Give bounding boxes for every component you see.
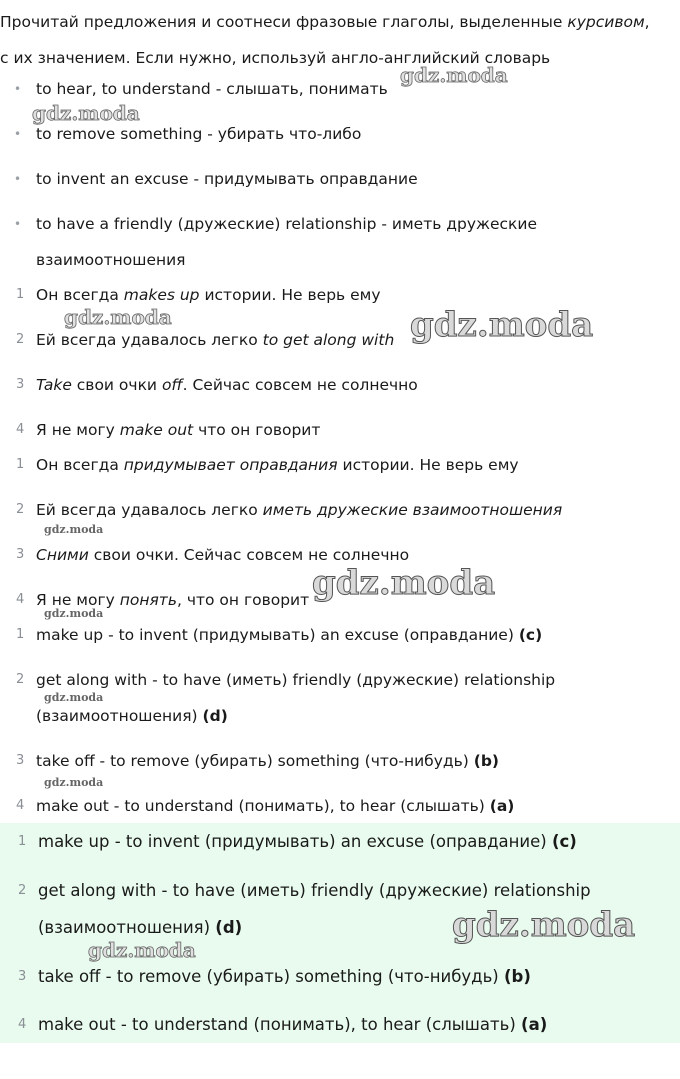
watermark: gdz.moda bbox=[410, 305, 594, 345]
watermark: gdz.moda bbox=[44, 523, 104, 536]
list-item: • to hear, to understand - слышать, понимать bbox=[36, 71, 656, 107]
list-item: 4 make out - to understand (понимать), to hear (слышать) (a) bbox=[18, 1015, 548, 1034]
watermark: gdz.moda bbox=[88, 938, 196, 962]
list-item: • to remove something - убирать что-либо bbox=[36, 116, 656, 152]
watermark: gdz.moda bbox=[32, 101, 140, 125]
watermark: gdz.moda bbox=[44, 691, 104, 704]
instruction-line1: Прочитай предложения и соотнеси фразовые глаголы, выделенные bbox=[0, 13, 568, 31]
list-item: • to invent an excuse - придумывать оправдание bbox=[36, 161, 656, 197]
watermark: gdz.moda bbox=[44, 607, 104, 620]
instruction-text bbox=[0, 4, 680, 76]
watermark: gdz.moda bbox=[44, 776, 104, 789]
list-item: 1 Он всегда придумывает оправдания истории. Не верь ему bbox=[16, 456, 519, 474]
list-item: 2 get along with - to have (иметь) friendly (дружеские) relationship (взаимоотношения) (d) bbox=[18, 881, 591, 937]
list-item: 4 make out - to understand (понимать), to hear (слышать) (a) bbox=[16, 797, 515, 815]
list-item: 2 Ей всегда удавалось легко иметь дружеские взаимоотношения bbox=[16, 501, 563, 519]
list-item: • to have a friendly (дружеские) relationship - иметь дружеские взаимоотношения bbox=[36, 206, 656, 278]
watermark: gdz.moda bbox=[452, 905, 636, 945]
instruction-line2: с их значением. Если нужно, используй англо-английский словарь bbox=[0, 49, 551, 67]
watermark: gdz.moda bbox=[64, 305, 172, 329]
list-item: 3 Take свои очки off. Сейчас совсем не солнечно bbox=[16, 376, 418, 394]
list-item: 3 take off - to remove (убирать) something (что-нибудь) (b) bbox=[18, 967, 531, 986]
list-item: 4 Я не могу понять, что он говорит bbox=[16, 591, 310, 609]
watermark: gdz.moda bbox=[400, 63, 508, 87]
instruction-italic: курсивом bbox=[567, 13, 645, 31]
list-item: 3 take off - to remove (убирать) something (что-нибудь) (b) bbox=[16, 752, 500, 770]
list-item: 1 make up - to invent (придумывать) an excuse (оправдание) (c) bbox=[16, 626, 543, 644]
list-item: 4 Я не могу make out что он говорит bbox=[16, 421, 321, 439]
list-item: 2 get along with - to have (иметь) friendly (дружеские) relationship (взаимоотношения) (d) bbox=[16, 671, 556, 725]
list-item: 1 Он всегда makes up истории. Не верь ему bbox=[16, 286, 381, 304]
list-item: 1 make up - to invent (придумывать) an excuse (оправдание) (c) bbox=[18, 832, 577, 851]
list-item: 3 Сними свои очки. Сейчас совсем не солнечно bbox=[16, 546, 410, 564]
instruction-comma: , bbox=[644, 13, 650, 31]
watermark: gdz.moda bbox=[312, 563, 496, 603]
list-item: 2 Ей всегда удавалось легко to get along with bbox=[16, 331, 395, 349]
